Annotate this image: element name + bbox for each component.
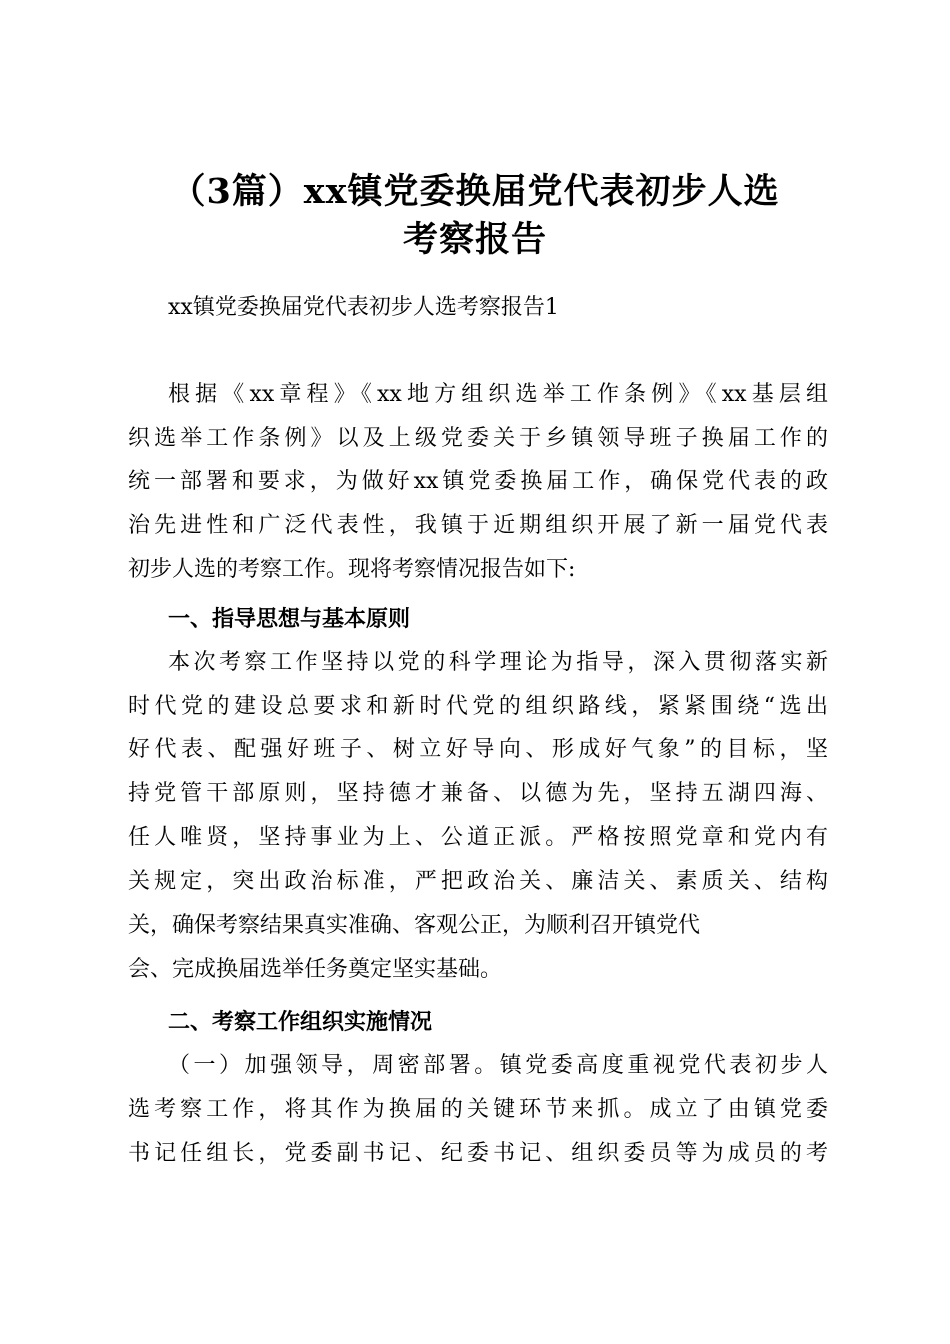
paragraph-line: 书记任组长，党委副书记、纪委书记、组织委员等为成员的考	[128, 1141, 828, 1166]
document-subtitle: xx镇党委换届党代表初步人选考察报告1	[168, 295, 559, 320]
paragraph-line: 任人唯贤，坚持事业为上、公道正派。严格按照党章和党内有	[128, 825, 828, 850]
paragraph-line: 本次考察工作坚持以党的科学理论为指导，深入贯彻落实新	[168, 650, 828, 675]
paragraph-line: 时代党的建设总要求和新时代党的组织路线，紧紧围绕“选出	[128, 694, 828, 719]
paragraph-line: 统一部署和要求，为做好xx镇党委换届工作，确保党代表的政	[128, 469, 828, 494]
paragraph-line: 治先进性和广泛代表性，我镇于近期组织开展了新一届党代表	[128, 513, 828, 538]
paragraph-line: 关，确保考察结果真实准确、客观公正，为顺利召开镇党代	[128, 913, 701, 938]
paragraph-line: 初步人选的考察工作。现将考察情况报告如下:	[128, 557, 576, 582]
paragraph-line: 会、完成换届选举任务奠定坚实基础。	[128, 957, 503, 982]
paragraph-line: 织选举工作条例》以及上级党委关于乡镇领导班子换届工作的	[128, 426, 828, 451]
paragraph-line: 好代表、配强好班子、树立好导向、形成好气象”的目标，坚	[128, 737, 828, 762]
document-title-line-1: （3篇）xx镇党委换届党代表初步人选	[170, 171, 780, 212]
section-heading-1: 一、指导思想与基本原则	[168, 606, 411, 632]
paragraph-line: 根据《xx章程》《xx地方组织选举工作条例》《xx基层组	[168, 382, 828, 407]
paragraph-line: 选考察工作，将其作为换届的关键环节来抓。成立了由镇党委	[128, 1097, 828, 1122]
paragraph-line: 关规定，突出政治标准，严把政治关、廉洁关、素质关、结构	[128, 869, 828, 894]
document-title-line-2: 考察报告	[402, 219, 547, 260]
paragraph-line: （一）加强领导，周密部署。镇党委高度重视党代表初步人	[168, 1053, 828, 1078]
paragraph-line: 持党管干部原则，坚持德才兼备、以德为先，坚持五湖四海、	[128, 781, 828, 806]
section-heading-2: 二、考察工作组织实施情况	[168, 1009, 433, 1035]
